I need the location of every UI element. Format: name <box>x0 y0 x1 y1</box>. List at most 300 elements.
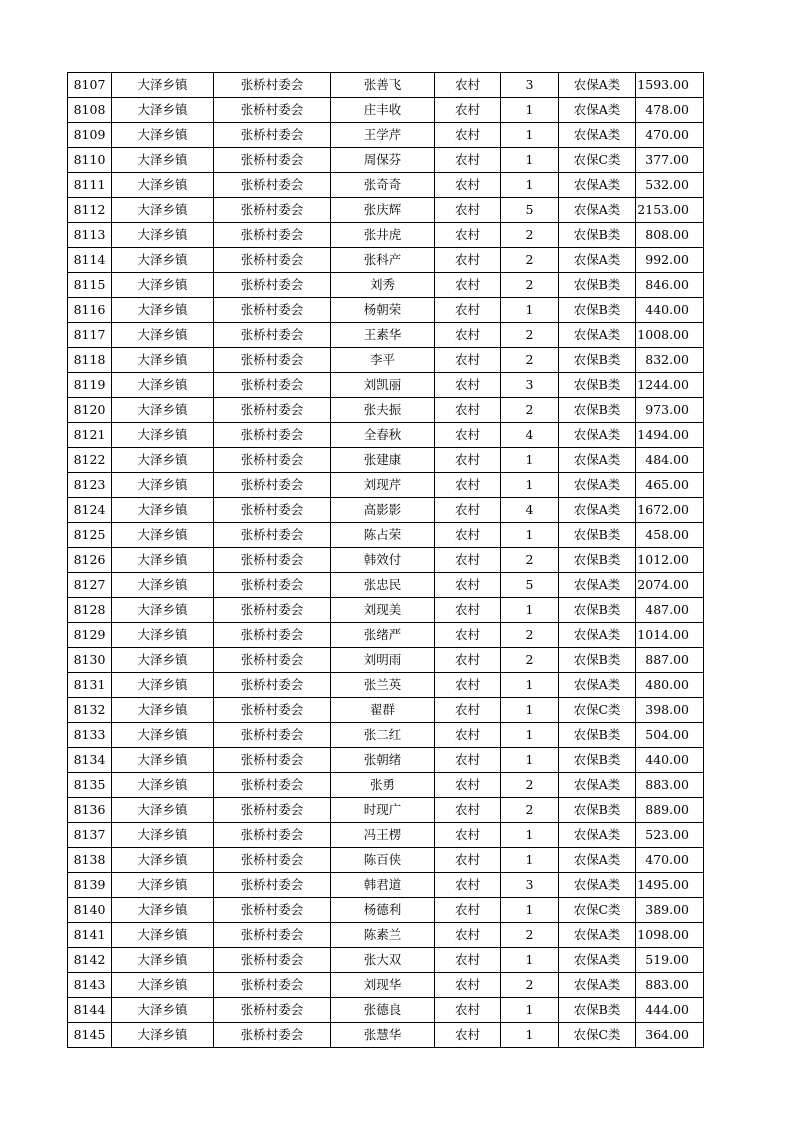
row-number: 8129 <box>68 623 112 648</box>
row-number: 8121 <box>68 423 112 448</box>
village-committee-cell: 张桥村委会 <box>214 223 331 248</box>
name-cell: 张德良 <box>331 998 435 1023</box>
row-number: 8142 <box>68 948 112 973</box>
amount-cell: 523.00 <box>636 823 704 848</box>
name-cell: 高影影 <box>331 498 435 523</box>
amount-cell: 519.00 <box>636 948 704 973</box>
village-committee-cell: 张桥村委会 <box>214 773 331 798</box>
area-type-cell: 农村 <box>435 248 501 273</box>
insurance-category-cell: 农保A类 <box>559 123 636 148</box>
village-committee-cell: 张桥村委会 <box>214 323 331 348</box>
household-size-cell: 2 <box>501 348 559 373</box>
township-cell: 大泽乡镇 <box>112 923 214 948</box>
township-cell: 大泽乡镇 <box>112 298 214 323</box>
row-number: 8132 <box>68 698 112 723</box>
insurance-category-cell: 农保A类 <box>559 323 636 348</box>
table-row <box>68 823 704 848</box>
table-row <box>68 98 704 123</box>
area-type-cell: 农村 <box>435 773 501 798</box>
household-size-cell: 1 <box>501 523 559 548</box>
row-number: 8128 <box>68 598 112 623</box>
name-cell: 庄丰收 <box>331 98 435 123</box>
village-committee-cell: 张桥村委会 <box>214 448 331 473</box>
township-cell: 大泽乡镇 <box>112 773 214 798</box>
household-size-cell: 1 <box>501 298 559 323</box>
row-number: 8144 <box>68 998 112 1023</box>
household-size-cell: 2 <box>501 273 559 298</box>
name-cell: 刘现华 <box>331 973 435 998</box>
household-size-cell: 1 <box>501 598 559 623</box>
amount-cell: 465.00 <box>636 473 704 498</box>
name-cell: 刘凯丽 <box>331 373 435 398</box>
village-committee-cell: 张桥村委会 <box>214 298 331 323</box>
amount-cell: 887.00 <box>636 648 704 673</box>
area-type-cell: 农村 <box>435 948 501 973</box>
area-type-cell: 农村 <box>435 548 501 573</box>
household-size-cell: 1 <box>501 898 559 923</box>
household-size-cell: 2 <box>501 773 559 798</box>
row-number: 8118 <box>68 348 112 373</box>
township-cell: 大泽乡镇 <box>112 798 214 823</box>
table-row <box>68 273 704 298</box>
row-number: 8141 <box>68 923 112 948</box>
insurance-category-cell: 农保B类 <box>559 398 636 423</box>
insurance-category-cell: 农保A类 <box>559 873 636 898</box>
row-number: 8139 <box>68 873 112 898</box>
area-type-cell: 农村 <box>435 98 501 123</box>
area-type-cell: 农村 <box>435 673 501 698</box>
name-cell: 张大双 <box>331 948 435 973</box>
table-row <box>68 623 704 648</box>
amount-cell: 504.00 <box>636 723 704 748</box>
household-size-cell: 2 <box>501 973 559 998</box>
name-cell: 周保芬 <box>331 148 435 173</box>
area-type-cell: 农村 <box>435 373 501 398</box>
insurance-category-cell: 农保A类 <box>559 198 636 223</box>
row-number: 8125 <box>68 523 112 548</box>
township-cell: 大泽乡镇 <box>112 548 214 573</box>
household-size-cell: 2 <box>501 648 559 673</box>
household-size-cell: 2 <box>501 623 559 648</box>
village-committee-cell: 张桥村委会 <box>214 573 331 598</box>
township-cell: 大泽乡镇 <box>112 273 214 298</box>
village-committee-cell: 张桥村委会 <box>214 473 331 498</box>
table-row <box>68 973 704 998</box>
table-body <box>68 73 704 1048</box>
household-size-cell: 2 <box>501 548 559 573</box>
township-cell: 大泽乡镇 <box>112 598 214 623</box>
township-cell: 大泽乡镇 <box>112 373 214 398</box>
household-size-cell: 2 <box>501 323 559 348</box>
insurance-category-cell: 农保C类 <box>559 1023 636 1048</box>
table-row <box>68 873 704 898</box>
name-cell: 陈占荣 <box>331 523 435 548</box>
name-cell: 张奇奇 <box>331 173 435 198</box>
township-cell: 大泽乡镇 <box>112 73 214 98</box>
name-cell: 张井虎 <box>331 223 435 248</box>
amount-cell: 2074.00 <box>636 573 704 598</box>
area-type-cell: 农村 <box>435 123 501 148</box>
household-size-cell: 1 <box>501 948 559 973</box>
village-committee-cell: 张桥村委会 <box>214 273 331 298</box>
household-size-cell: 1 <box>501 473 559 498</box>
row-number: 8127 <box>68 573 112 598</box>
table-row <box>68 473 704 498</box>
row-number: 8119 <box>68 373 112 398</box>
name-cell: 刘现芹 <box>331 473 435 498</box>
row-number: 8130 <box>68 648 112 673</box>
amount-cell: 883.00 <box>636 773 704 798</box>
township-cell: 大泽乡镇 <box>112 223 214 248</box>
village-committee-cell: 张桥村委会 <box>214 998 331 1023</box>
area-type-cell: 农村 <box>435 148 501 173</box>
area-type-cell: 农村 <box>435 273 501 298</box>
household-size-cell: 1 <box>501 823 559 848</box>
row-number: 8134 <box>68 748 112 773</box>
amount-cell: 484.00 <box>636 448 704 473</box>
name-cell: 张科产 <box>331 248 435 273</box>
township-cell: 大泽乡镇 <box>112 498 214 523</box>
amount-cell: 389.00 <box>636 898 704 923</box>
area-type-cell: 农村 <box>435 398 501 423</box>
name-cell: 时现广 <box>331 798 435 823</box>
area-type-cell: 农村 <box>435 423 501 448</box>
township-cell: 大泽乡镇 <box>112 748 214 773</box>
name-cell: 张慧华 <box>331 1023 435 1048</box>
insurance-category-cell: 农保A类 <box>559 248 636 273</box>
area-type-cell: 农村 <box>435 998 501 1023</box>
insurance-category-cell: 农保B类 <box>559 748 636 773</box>
table-row <box>68 373 704 398</box>
household-size-cell: 5 <box>501 198 559 223</box>
area-type-cell: 农村 <box>435 698 501 723</box>
area-type-cell: 农村 <box>435 898 501 923</box>
village-committee-cell: 张桥村委会 <box>214 498 331 523</box>
village-committee-cell: 张桥村委会 <box>214 723 331 748</box>
village-committee-cell: 张桥村委会 <box>214 598 331 623</box>
insurance-category-cell: 农保A类 <box>559 673 636 698</box>
area-type-cell: 农村 <box>435 573 501 598</box>
area-type-cell: 农村 <box>435 223 501 248</box>
amount-cell: 883.00 <box>636 973 704 998</box>
village-committee-cell: 张桥村委会 <box>214 848 331 873</box>
village-committee-cell: 张桥村委会 <box>214 348 331 373</box>
insurance-category-cell: 农保A类 <box>559 423 636 448</box>
area-type-cell: 农村 <box>435 823 501 848</box>
amount-cell: 398.00 <box>636 698 704 723</box>
township-cell: 大泽乡镇 <box>112 398 214 423</box>
township-cell: 大泽乡镇 <box>112 823 214 848</box>
village-committee-cell: 张桥村委会 <box>214 123 331 148</box>
name-cell: 陈百侠 <box>331 848 435 873</box>
table-row <box>68 348 704 373</box>
area-type-cell: 农村 <box>435 873 501 898</box>
amount-cell: 458.00 <box>636 523 704 548</box>
village-committee-cell: 张桥村委会 <box>214 148 331 173</box>
township-cell: 大泽乡镇 <box>112 1023 214 1048</box>
household-size-cell: 1 <box>501 748 559 773</box>
amount-cell: 846.00 <box>636 273 704 298</box>
area-type-cell: 农村 <box>435 748 501 773</box>
row-number: 8126 <box>68 548 112 573</box>
household-size-cell: 1 <box>501 148 559 173</box>
township-cell: 大泽乡镇 <box>112 973 214 998</box>
household-size-cell: 2 <box>501 398 559 423</box>
table-row <box>68 698 704 723</box>
name-cell: 杨德利 <box>331 898 435 923</box>
table-row <box>68 798 704 823</box>
row-number: 8131 <box>68 673 112 698</box>
row-number: 8109 <box>68 123 112 148</box>
table-row <box>68 948 704 973</box>
insurance-category-cell: 农保A类 <box>559 623 636 648</box>
area-type-cell: 农村 <box>435 448 501 473</box>
amount-cell: 364.00 <box>636 1023 704 1048</box>
insurance-category-cell: 农保A类 <box>559 773 636 798</box>
row-number: 8116 <box>68 298 112 323</box>
township-cell: 大泽乡镇 <box>112 698 214 723</box>
table-row <box>68 748 704 773</box>
insurance-category-cell: 农保C类 <box>559 898 636 923</box>
township-cell: 大泽乡镇 <box>112 348 214 373</box>
table-row <box>68 723 704 748</box>
area-type-cell: 农村 <box>435 1023 501 1048</box>
amount-cell: 1593.00 <box>636 73 704 98</box>
insurance-category-cell: 农保B类 <box>559 598 636 623</box>
area-type-cell: 农村 <box>435 973 501 998</box>
household-size-cell: 1 <box>501 723 559 748</box>
township-cell: 大泽乡镇 <box>112 623 214 648</box>
table-row <box>68 148 704 173</box>
amount-cell: 832.00 <box>636 348 704 373</box>
name-cell: 王素华 <box>331 323 435 348</box>
insurance-category-cell: 农保B类 <box>559 298 636 323</box>
insurance-category-cell: 农保B类 <box>559 273 636 298</box>
table-row <box>68 498 704 523</box>
name-cell: 韩效付 <box>331 548 435 573</box>
insurance-category-cell: 农保A类 <box>559 173 636 198</box>
village-committee-cell: 张桥村委会 <box>214 198 331 223</box>
household-size-cell: 1 <box>501 848 559 873</box>
row-number: 8114 <box>68 248 112 273</box>
amount-cell: 1008.00 <box>636 323 704 348</box>
village-committee-cell: 张桥村委会 <box>214 73 331 98</box>
insurance-category-cell: 农保C类 <box>559 148 636 173</box>
row-number: 8107 <box>68 73 112 98</box>
row-number: 8140 <box>68 898 112 923</box>
area-type-cell: 农村 <box>435 623 501 648</box>
amount-cell: 1494.00 <box>636 423 704 448</box>
township-cell: 大泽乡镇 <box>112 848 214 873</box>
row-number: 8111 <box>68 173 112 198</box>
village-committee-cell: 张桥村委会 <box>214 748 331 773</box>
table-row <box>68 573 704 598</box>
village-committee-cell: 张桥村委会 <box>214 423 331 448</box>
name-cell: 张夫振 <box>331 398 435 423</box>
township-cell: 大泽乡镇 <box>112 148 214 173</box>
village-committee-cell: 张桥村委会 <box>214 248 331 273</box>
table-row <box>68 123 704 148</box>
insurance-category-cell: 农保A类 <box>559 923 636 948</box>
table-row <box>68 73 704 98</box>
name-cell: 张二红 <box>331 723 435 748</box>
amount-cell: 470.00 <box>636 123 704 148</box>
area-type-cell: 农村 <box>435 523 501 548</box>
township-cell: 大泽乡镇 <box>112 673 214 698</box>
township-cell: 大泽乡镇 <box>112 123 214 148</box>
household-size-cell: 4 <box>501 423 559 448</box>
insurance-category-cell: 农保B类 <box>559 648 636 673</box>
insurance-category-cell: 农保A类 <box>559 498 636 523</box>
household-size-cell: 1 <box>501 448 559 473</box>
household-size-cell: 5 <box>501 573 559 598</box>
table-row <box>68 773 704 798</box>
household-size-cell: 1 <box>501 173 559 198</box>
table-row <box>68 548 704 573</box>
name-cell: 张建康 <box>331 448 435 473</box>
row-number: 8113 <box>68 223 112 248</box>
amount-cell: 478.00 <box>636 98 704 123</box>
row-number: 8145 <box>68 1023 112 1048</box>
insurance-category-cell: 农保A类 <box>559 848 636 873</box>
row-number: 8112 <box>68 198 112 223</box>
insurance-category-cell: 农保B类 <box>559 723 636 748</box>
household-size-cell: 2 <box>501 798 559 823</box>
row-number: 8135 <box>68 773 112 798</box>
area-type-cell: 农村 <box>435 848 501 873</box>
village-committee-cell: 张桥村委会 <box>214 648 331 673</box>
household-size-cell: 4 <box>501 498 559 523</box>
amount-cell: 1244.00 <box>636 373 704 398</box>
household-size-cell: 1 <box>501 698 559 723</box>
village-committee-cell: 张桥村委会 <box>214 948 331 973</box>
household-size-cell: 1 <box>501 998 559 1023</box>
table-row <box>68 898 704 923</box>
row-number: 8122 <box>68 448 112 473</box>
amount-cell: 2153.00 <box>636 198 704 223</box>
name-cell: 韩君道 <box>331 873 435 898</box>
area-type-cell: 农村 <box>435 298 501 323</box>
row-number: 8123 <box>68 473 112 498</box>
table-row <box>68 598 704 623</box>
name-cell: 杨朝荣 <box>331 298 435 323</box>
village-committee-cell: 张桥村委会 <box>214 523 331 548</box>
village-committee-cell: 张桥村委会 <box>214 1023 331 1048</box>
amount-cell: 532.00 <box>636 173 704 198</box>
village-committee-cell: 张桥村委会 <box>214 798 331 823</box>
township-cell: 大泽乡镇 <box>112 448 214 473</box>
village-committee-cell: 张桥村委会 <box>214 373 331 398</box>
table-row <box>68 523 704 548</box>
insurance-category-cell: 农保B类 <box>559 548 636 573</box>
insurance-category-cell: 农保A类 <box>559 473 636 498</box>
township-cell: 大泽乡镇 <box>112 723 214 748</box>
insurance-category-cell: 农保A类 <box>559 448 636 473</box>
area-type-cell: 农村 <box>435 348 501 373</box>
data-table <box>67 72 704 1048</box>
table-row <box>68 1023 704 1048</box>
table-row <box>68 848 704 873</box>
amount-cell: 444.00 <box>636 998 704 1023</box>
township-cell: 大泽乡镇 <box>112 423 214 448</box>
table-row <box>68 398 704 423</box>
name-cell: 刘明雨 <box>331 648 435 673</box>
amount-cell: 889.00 <box>636 798 704 823</box>
township-cell: 大泽乡镇 <box>112 873 214 898</box>
name-cell: 张朝绪 <box>331 748 435 773</box>
table-row <box>68 223 704 248</box>
table-row <box>68 423 704 448</box>
table-row <box>68 923 704 948</box>
row-number: 8108 <box>68 98 112 123</box>
table-row <box>68 673 704 698</box>
insurance-category-cell: 农保A类 <box>559 98 636 123</box>
household-size-cell: 1 <box>501 98 559 123</box>
table-row <box>68 648 704 673</box>
amount-cell: 808.00 <box>636 223 704 248</box>
name-cell: 张绪严 <box>331 623 435 648</box>
village-committee-cell: 张桥村委会 <box>214 923 331 948</box>
insurance-category-cell: 农保B类 <box>559 373 636 398</box>
household-size-cell: 2 <box>501 923 559 948</box>
row-number: 8117 <box>68 323 112 348</box>
table-row <box>68 323 704 348</box>
township-cell: 大泽乡镇 <box>112 898 214 923</box>
row-number: 8133 <box>68 723 112 748</box>
village-committee-cell: 张桥村委会 <box>214 823 331 848</box>
area-type-cell: 农村 <box>435 198 501 223</box>
household-size-cell: 1 <box>501 673 559 698</box>
name-cell: 张庆辉 <box>331 198 435 223</box>
insurance-category-cell: 农保A类 <box>559 948 636 973</box>
name-cell: 陈素兰 <box>331 923 435 948</box>
insurance-category-cell: 农保A类 <box>559 823 636 848</box>
household-size-cell: 3 <box>501 873 559 898</box>
area-type-cell: 农村 <box>435 723 501 748</box>
table-row <box>68 298 704 323</box>
village-committee-cell: 张桥村委会 <box>214 698 331 723</box>
row-number: 8136 <box>68 798 112 823</box>
amount-cell: 440.00 <box>636 298 704 323</box>
amount-cell: 440.00 <box>636 748 704 773</box>
area-type-cell: 农村 <box>435 173 501 198</box>
name-cell: 刘现美 <box>331 598 435 623</box>
area-type-cell: 农村 <box>435 598 501 623</box>
village-committee-cell: 张桥村委会 <box>214 873 331 898</box>
township-cell: 大泽乡镇 <box>112 98 214 123</box>
township-cell: 大泽乡镇 <box>112 948 214 973</box>
insurance-category-cell: 农保C类 <box>559 698 636 723</box>
township-cell: 大泽乡镇 <box>112 473 214 498</box>
village-committee-cell: 张桥村委会 <box>214 398 331 423</box>
township-cell: 大泽乡镇 <box>112 198 214 223</box>
insurance-category-cell: 农保A类 <box>559 73 636 98</box>
name-cell: 全春秋 <box>331 423 435 448</box>
amount-cell: 1098.00 <box>636 923 704 948</box>
township-cell: 大泽乡镇 <box>112 323 214 348</box>
township-cell: 大泽乡镇 <box>112 173 214 198</box>
area-type-cell: 农村 <box>435 923 501 948</box>
insurance-category-cell: 农保A类 <box>559 973 636 998</box>
amount-cell: 1014.00 <box>636 623 704 648</box>
insurance-category-cell: 农保A类 <box>559 573 636 598</box>
household-size-cell: 2 <box>501 248 559 273</box>
amount-cell: 1012.00 <box>636 548 704 573</box>
insurance-category-cell: 农保B类 <box>559 223 636 248</box>
table-row <box>68 248 704 273</box>
row-number: 8115 <box>68 273 112 298</box>
household-size-cell: 1 <box>501 123 559 148</box>
